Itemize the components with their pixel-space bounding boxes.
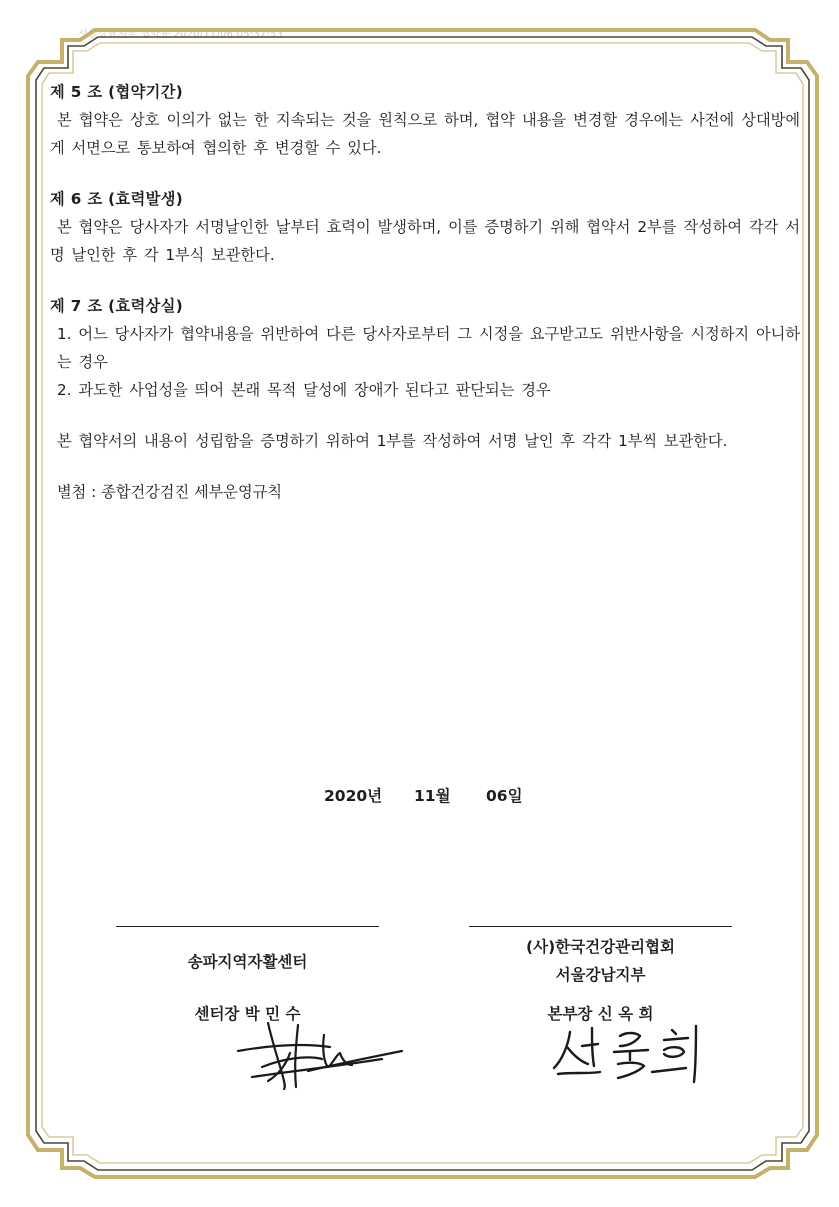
attachment-note: 별첨 : 종합건강검진 세부운영규칙 bbox=[57, 483, 282, 501]
date-day: 06일 bbox=[486, 787, 523, 805]
left-organization: 송파지역자활센터 bbox=[187, 953, 308, 971]
handwritten-signature-left bbox=[232, 1015, 407, 1095]
date-month: 11월 bbox=[414, 787, 451, 805]
article-heading: 제 6 조 (효력발생) bbox=[50, 190, 184, 208]
left-signature-line bbox=[116, 926, 379, 927]
article-paragraph: 본 협약은 상호 이의가 없는 한 지속되는 것을 원칙으로 하며, 협약 내용을 변경할 경우에는 사전에 상대방에게 서면으로 통보하여 협의한 후 변경할 수 있다. bbox=[50, 111, 800, 157]
right-signatory-title: 본부장 신 옥 희 bbox=[547, 1005, 654, 1023]
right-branch: 서울강남지부 bbox=[555, 966, 646, 984]
print-watermark: 서울강남지부 협약용 2020/11/06 05:37:53 bbox=[78, 29, 284, 40]
agreement-body bbox=[50, 78, 800, 506]
article-6 bbox=[50, 185, 800, 269]
article-heading: 제 5 조 (협약기간) bbox=[50, 83, 184, 101]
right-signature-line bbox=[469, 926, 732, 927]
closing-statement: 본 협약서의 내용이 성립함을 증명하기 위하여 1부를 작성하여 서명 날인 후 각각 1부씩 보관한다. bbox=[57, 432, 728, 450]
right-organization: (사)한국건강관리협회 bbox=[526, 938, 675, 956]
article-item: 2. 과도한 사업성을 띄어 본래 목적 달성에 장애가 된다고 판단되는 경우 bbox=[57, 381, 551, 399]
article-item: 1. 어느 당사자가 협약내용을 위반하여 다른 당사자로부터 그 시정을 요구받고도 위반사항을 시정하지 아니하는 경우 bbox=[57, 325, 800, 371]
article-heading: 제 7 조 (효력상실) bbox=[50, 297, 184, 315]
date-year: 2020년 bbox=[324, 787, 383, 805]
handwritten-signature-right bbox=[552, 1024, 707, 1086]
article-5 bbox=[50, 78, 800, 162]
article-7 bbox=[50, 292, 800, 404]
left-signatory-title: 센터장 박 민 수 bbox=[194, 1005, 301, 1023]
article-paragraph: 본 협약은 당사자가 서명날인한 날부터 효력이 발생하며, 이를 증명하기 위해 협약서 2부를 작성하여 각각 서명 날인한 후 각 1부식 보관한다. bbox=[50, 218, 800, 264]
